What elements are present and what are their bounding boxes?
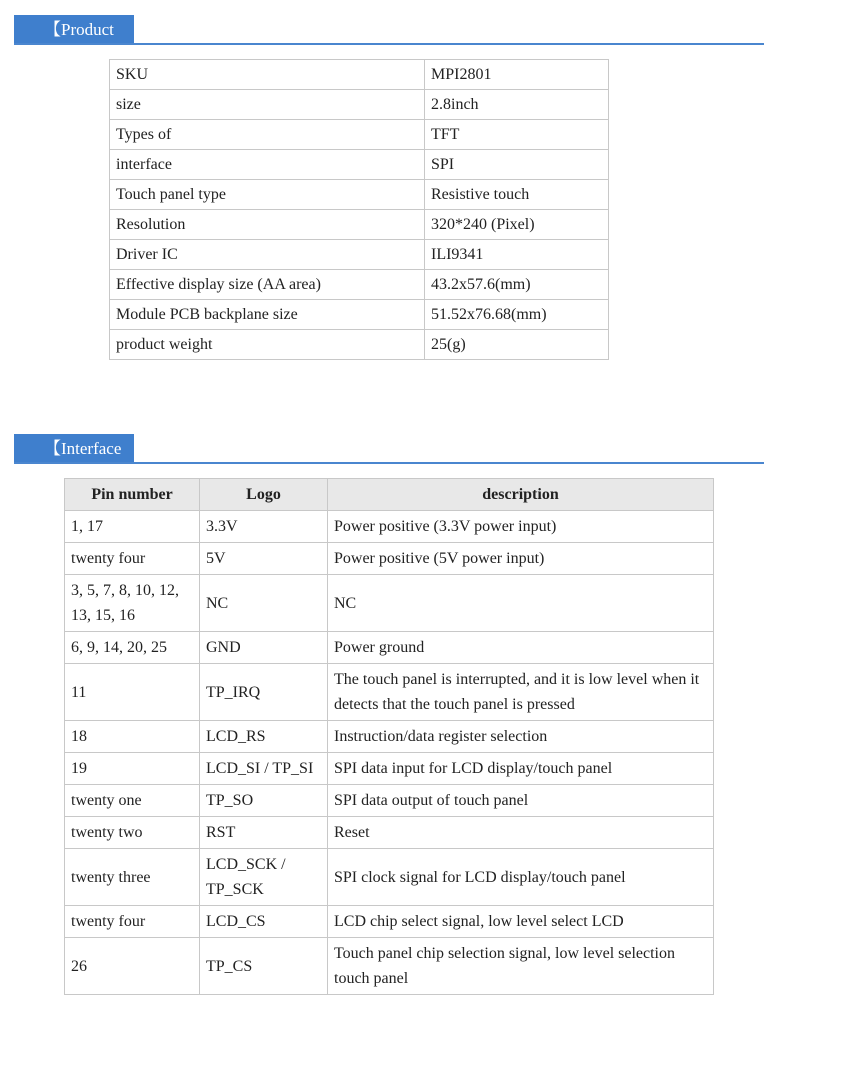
pin-number-cell: twenty one: [65, 785, 200, 817]
spec-label-cell: Resolution: [110, 210, 425, 240]
logo-cell: TP_CS: [200, 938, 328, 995]
pin-number-cell: twenty three: [65, 849, 200, 906]
interface-table-row: [65, 575, 714, 632]
spec-label-cell: Touch panel type: [110, 180, 425, 210]
pin-number-cell: twenty four: [65, 543, 200, 575]
description-cell: Touch panel chip selection signal, low level selection touch panel: [328, 938, 714, 995]
interface-table-row: [65, 849, 714, 906]
spec-value-cell: TFT: [425, 120, 609, 150]
interface-table-row: [65, 817, 714, 849]
interface-section-divider: [14, 462, 764, 464]
spec-value-cell: 25(g): [425, 330, 609, 360]
spec-label-cell: SKU: [110, 60, 425, 90]
spec-value-cell: 320*240 (Pixel): [425, 210, 609, 240]
spec-label-cell: size: [110, 90, 425, 120]
interface-table-row: [65, 511, 714, 543]
description-cell: Power positive (5V power input): [328, 543, 714, 575]
pin-number-cell: twenty four: [65, 906, 200, 938]
logo-cell: LCD_SCK / TP_SCK: [200, 849, 328, 906]
interface-section-header: [14, 434, 764, 464]
pin-number-cell: 26: [65, 938, 200, 995]
product-table-row: [110, 210, 609, 240]
description-cell: LCD chip select signal, low level select LCD: [328, 906, 714, 938]
description-cell: The touch panel is interrupted, and it is low level when it detects that the touch panel is pressed: [328, 664, 714, 721]
pin-number-cell: 1, 17: [65, 511, 200, 543]
interface-table-row: [65, 632, 714, 664]
product-table-row: [110, 270, 609, 300]
product-spec-table: [109, 59, 609, 360]
interface-pin-table: [64, 478, 714, 995]
interface-table-row: [65, 906, 714, 938]
spec-value-cell: 2.8inch: [425, 90, 609, 120]
spec-label-cell: product weight: [110, 330, 425, 360]
spec-label-cell: Module PCB backplane size: [110, 300, 425, 330]
description-cell: SPI data input for LCD display/touch panel: [328, 753, 714, 785]
logo-cell: LCD_RS: [200, 721, 328, 753]
product-section-divider: [14, 43, 764, 45]
product-table-row: [110, 330, 609, 360]
product-table-row: [110, 120, 609, 150]
product-table-row: [110, 300, 609, 330]
product-section-title: 【Product: [14, 15, 134, 44]
product-table-row: [110, 180, 609, 210]
spec-label-cell: Types of: [110, 120, 425, 150]
spec-value-cell: SPI: [425, 150, 609, 180]
spec-label-cell: interface: [110, 150, 425, 180]
interface-section-title: 【Interface: [14, 434, 134, 463]
logo-cell: TP_SO: [200, 785, 328, 817]
interface-table-row: [65, 753, 714, 785]
pin-number-cell: 6, 9, 14, 20, 25: [65, 632, 200, 664]
pin-number-cell: 18: [65, 721, 200, 753]
description-cell: Power positive (3.3V power input): [328, 511, 714, 543]
pin-number-cell: twenty two: [65, 817, 200, 849]
interface-table-row: [65, 721, 714, 753]
logo-cell: LCD_SI / TP_SI: [200, 753, 328, 785]
pin-number-cell: 3, 5, 7, 8, 10, 12, 13, 15, 16: [65, 575, 200, 632]
product-table-row: [110, 240, 609, 270]
column-header-pin-number: Pin number: [65, 479, 200, 511]
description-cell: SPI clock signal for LCD display/touch panel: [328, 849, 714, 906]
description-cell: Reset: [328, 817, 714, 849]
pin-number-cell: 19: [65, 753, 200, 785]
spec-value-cell: ILI9341: [425, 240, 609, 270]
spec-label-cell: Driver IC: [110, 240, 425, 270]
interface-table-row: [65, 785, 714, 817]
pin-number-cell: 11: [65, 664, 200, 721]
product-section-header: [14, 15, 764, 45]
spec-value-cell: 43.2x57.6(mm): [425, 270, 609, 300]
spec-label-cell: Effective display size (AA area): [110, 270, 425, 300]
logo-cell: NC: [200, 575, 328, 632]
logo-cell: LCD_CS: [200, 906, 328, 938]
interface-table-row: [65, 543, 714, 575]
column-header-logo: Logo: [200, 479, 328, 511]
interface-table-row: [65, 938, 714, 995]
interface-table-row: [65, 664, 714, 721]
interface-table-header-row: [65, 479, 714, 511]
logo-cell: TP_IRQ: [200, 664, 328, 721]
logo-cell: RST: [200, 817, 328, 849]
product-table-row: [110, 150, 609, 180]
logo-cell: 5V: [200, 543, 328, 575]
spec-value-cell: 51.52x76.68(mm): [425, 300, 609, 330]
spec-value-cell: MPI2801: [425, 60, 609, 90]
product-table-row: [110, 60, 609, 90]
description-cell: Power ground: [328, 632, 714, 664]
description-cell: Instruction/data register selection: [328, 721, 714, 753]
description-cell: NC: [328, 575, 714, 632]
logo-cell: 3.3V: [200, 511, 328, 543]
logo-cell: GND: [200, 632, 328, 664]
description-cell: SPI data output of touch panel: [328, 785, 714, 817]
spec-value-cell: Resistive touch: [425, 180, 609, 210]
column-header-description: description: [328, 479, 714, 511]
product-table-row: [110, 90, 609, 120]
